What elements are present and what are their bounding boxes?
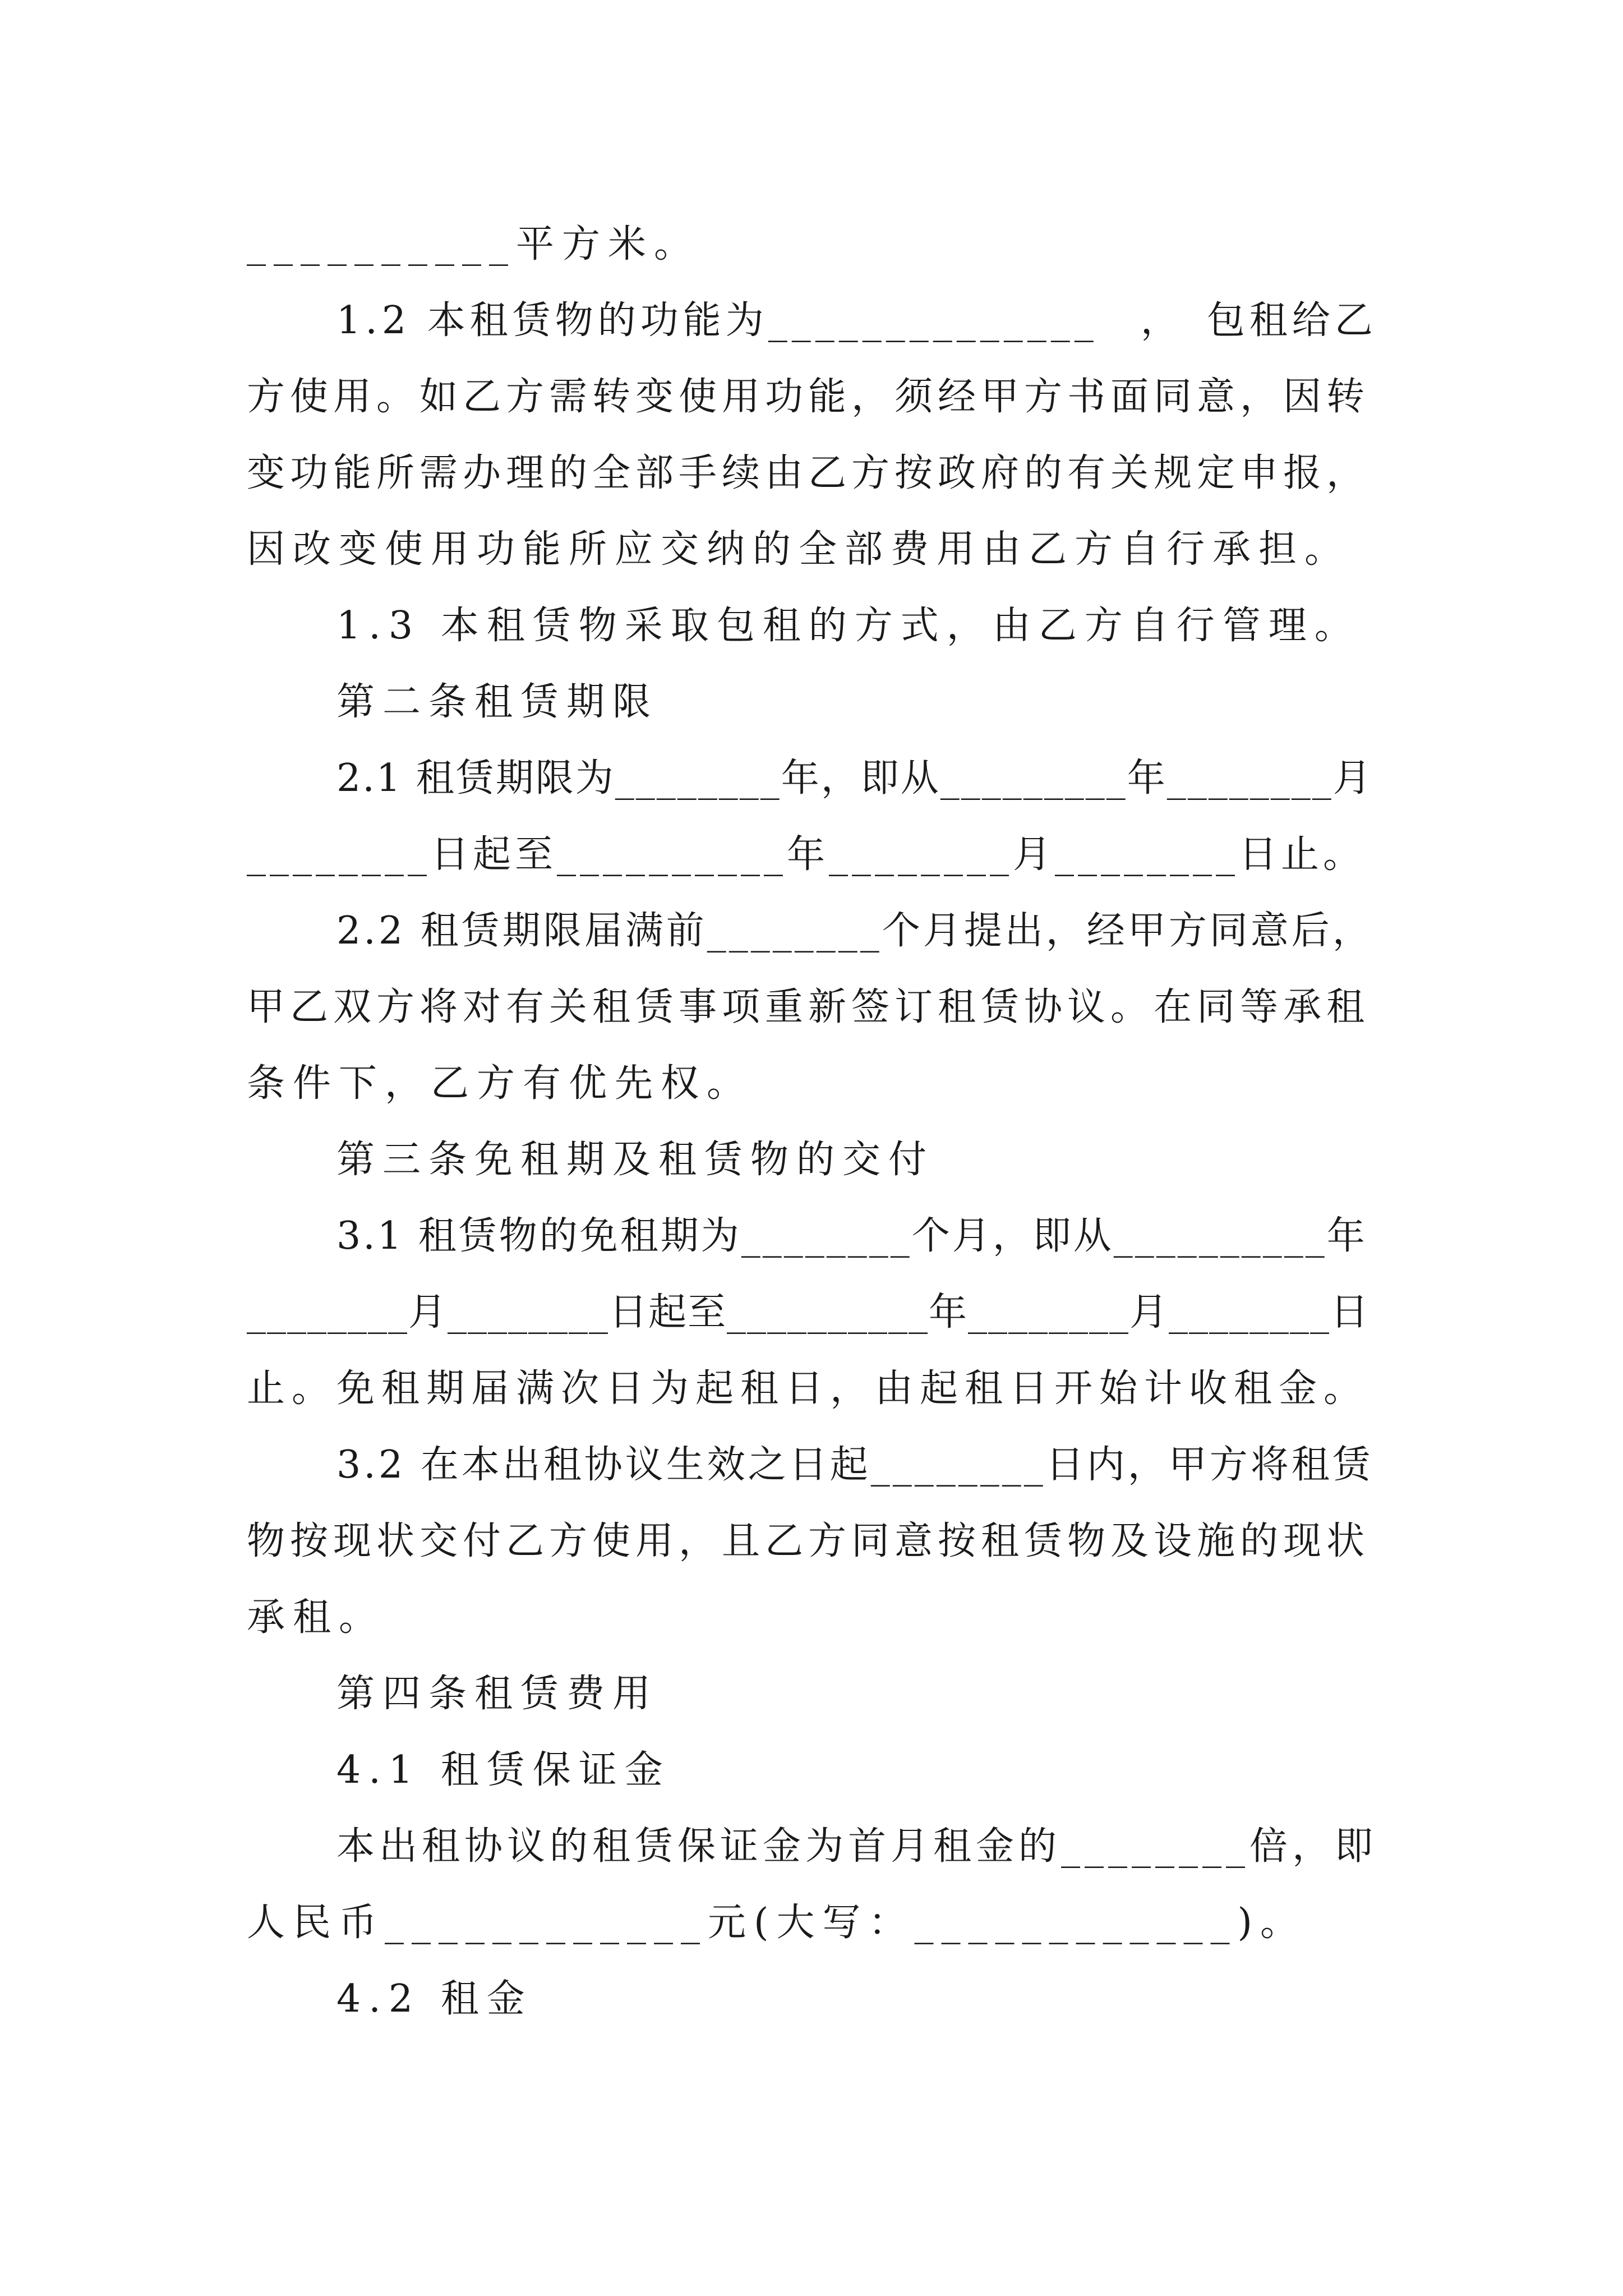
section-heading: 第四条租赁费用 [336, 1672, 659, 1716]
text-line: ________日起至__________年________月________日止。 [247, 832, 1366, 877]
text-line: 2.1 租赁期限为________年，即从_________年________月 [336, 756, 1373, 800]
subsection-heading: 4.1 租赁保证金 [336, 1748, 671, 1792]
text-line: 2.2 租赁期限届满前________个月提出，经甲方同意后， [336, 909, 1373, 953]
text-line: 止。免租期届满次日为起租日，由起租日开始计收租金。 [247, 1366, 1369, 1411]
text-line: 甲乙双方将对有关租赁事项重新签订租赁协议。在同等承租 [247, 985, 1370, 1029]
text-line: 方使用。如乙方需转变使用功能，须经甲方书面同意，因转 [247, 375, 1370, 419]
text-line: 条件下，乙方有优先权。 [247, 1061, 753, 1106]
text-line: 因改变使用功能所应交纳的全部费用由乙方自行承担。 [247, 527, 1351, 572]
text-line: 承租。 [247, 1595, 385, 1640]
section-heading: 第三条免租期及租赁物的交付 [336, 1138, 935, 1182]
text-line: 本出租协议的租赁保证金为首月租金的________倍，即 [336, 1824, 1378, 1869]
text-line: 3.1 租赁物的免租期为________个月，即从__________年 [336, 1214, 1367, 1258]
text-line: __________平方米。 [247, 222, 700, 266]
text-line: 1.3 本租赁物采取包租的方式，由乙方自行管理。 [336, 604, 1361, 648]
text-line: ________月________日起至__________年________月________日 [247, 1290, 1370, 1335]
text-line: 人民币____________元(大写：____________)。 [247, 1901, 1307, 1945]
text-line: 变功能所需办理的全部手续由乙方按政府的有关规定申报， [247, 451, 1370, 495]
text-line: 1.2 本租赁物的功能为______________ ， 包租给乙 [336, 298, 1377, 343]
section-heading: 第二条租赁期限 [336, 680, 659, 724]
subsection-heading: 4.2 租金 [336, 1977, 533, 2021]
text-line: 物按现状交付乙方使用，且乙方同意按租赁物及设施的现状 [247, 1519, 1370, 1563]
text-line: 3.2 在本出租协议生效之日起________日内，甲方将租赁 [336, 1443, 1373, 1487]
